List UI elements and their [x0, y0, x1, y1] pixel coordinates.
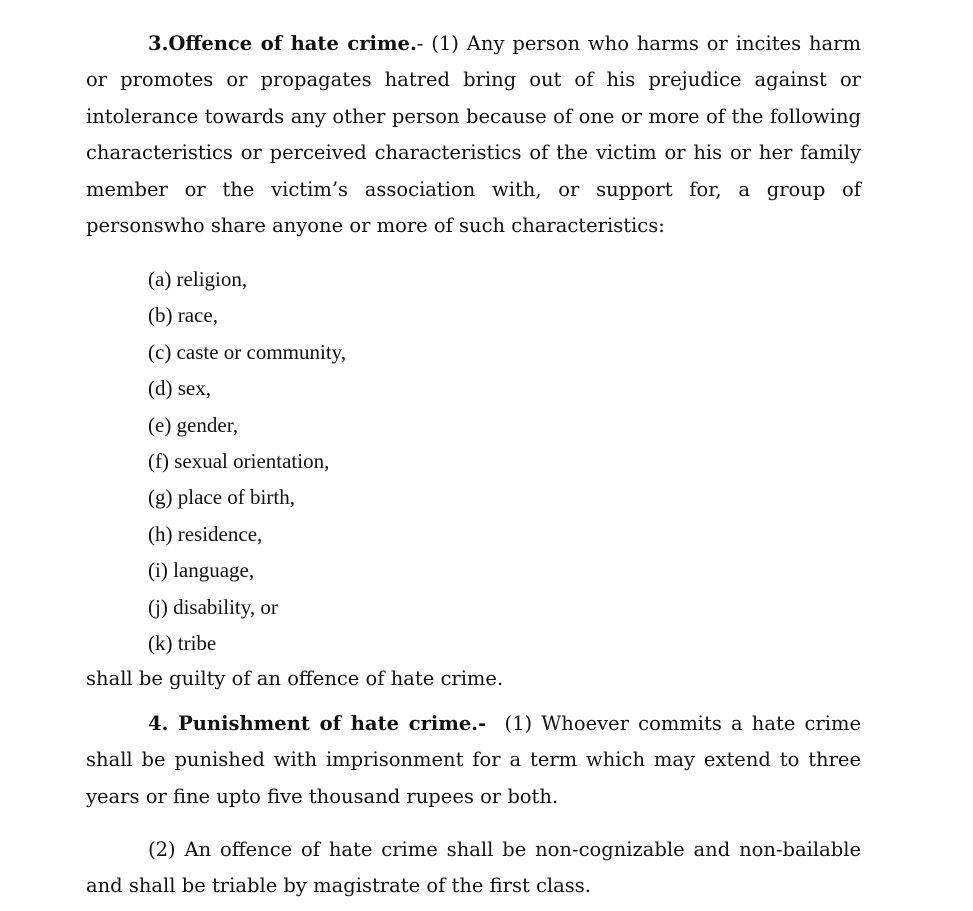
section-4-paragraph: [86, 706, 861, 815]
section-3-paragraph: [86, 26, 861, 244]
list-item-religion: (a) religion,: [148, 267, 248, 291]
section-4-heading: 4. Punishment of hate crime.-: [148, 712, 487, 735]
list-item-residence: (h) residence,: [148, 521, 263, 546]
section-3-closing: shall be guilty of an offence of hate crime.: [86, 667, 504, 690]
list-item-caste: (c) caste or community,: [148, 339, 347, 364]
section-3-body: (1) Any person who harms or incites harm or promotes or propagates hatred bring out of his prejudice against or intolerance towards any other person because of one or more of the following characteristics or perceived characteristics of the victim or his or her family member or the victim’s association with, or support for, a group of personswho share anyone or more of such characteristics:: [86, 32, 861, 238]
list-item-language: (i) language,: [148, 558, 255, 583]
list-item-gender: (e) gender,: [148, 412, 239, 437]
list-item-sexual-orientation: (f) sexual orientation,: [148, 448, 330, 473]
section-3-heading: 3.Offence of hate crime.: [148, 32, 417, 55]
list-item-place-of-birth: (g) place of birth,: [148, 485, 295, 510]
characteristics-list: [148, 261, 346, 661]
section-3-heading-separator: -: [416, 32, 432, 55]
list-item-tribe: (k) tribe: [148, 630, 217, 655]
section-4-subsection-2: (2) An offence of hate crime shall be non-cognizable and non-bailable and shall be triable by magistrate of the first class.: [86, 838, 861, 898]
list-item-race: (b) race,: [148, 303, 218, 328]
list-item-sex: (d) sex,: [148, 376, 211, 401]
section-4-subsection-1: (1) Whoever commits a hate crime shall be punished with imprisonment for a term which may extend to three years or fine upto five thousand rupees or both.: [86, 712, 862, 808]
list-item-disability: (j) disability, or: [148, 594, 278, 619]
